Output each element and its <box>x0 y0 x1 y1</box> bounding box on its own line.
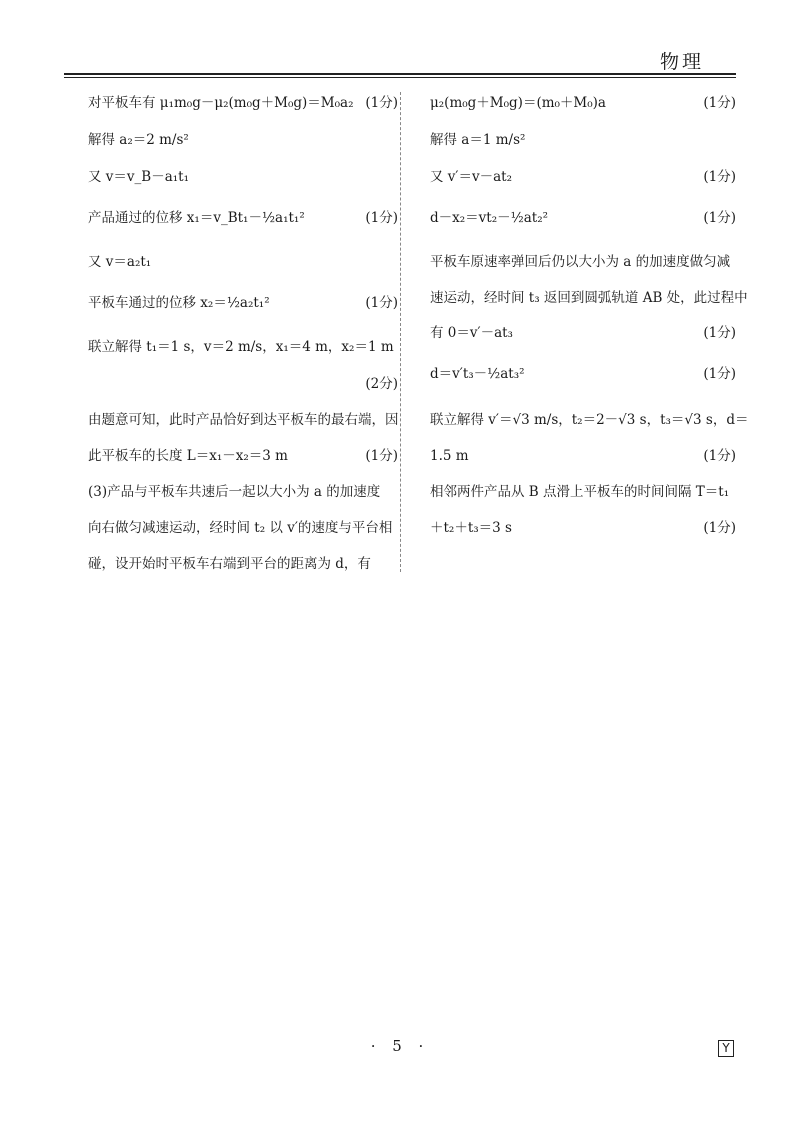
solution-text: 对平板车有 μ₁m₀g－μ₂(m₀g＋M₀g)＝M₀a₂ <box>88 95 354 111</box>
solution-text: 又 v＝a₂t₁ <box>88 254 152 270</box>
subject-title: 物理 <box>659 51 704 73</box>
solution-text: 速运动，经时间 t₃ 返回到圆弧轨道 AB 处，此过程中 <box>430 290 748 306</box>
score-mark: (1分) <box>365 448 398 464</box>
solution-text: 向右做匀减速运动，经时间 t₂ 以 v′的速度与平台相 <box>88 520 393 536</box>
solution-text: 联立解得 v′＝√3 m/s，t₂＝2－√3 s，t₃＝√3 s，d＝ <box>430 412 749 428</box>
solution-text: 碰，设开始时平板车右端到平台的距离为 d，有 <box>88 556 371 572</box>
solution-text: 又 v′＝v－at₂ <box>430 169 512 185</box>
score-mark: (1分) <box>365 210 398 226</box>
solution-text: 产品通过的位移 x₁＝v_Bt₁－½a₁t₁² <box>88 210 305 226</box>
solution-text: 1.5 m <box>430 448 469 464</box>
score-mark: (1分) <box>703 325 736 341</box>
solution-text: 有 0＝v′－at₃ <box>430 325 513 341</box>
page-number: · 5 · <box>370 1037 430 1055</box>
column-divider <box>400 92 401 572</box>
solution-text: μ₂(m₀g＋M₀g)＝(m₀＋M₀)a <box>430 95 606 111</box>
score-mark: (1分) <box>703 448 736 464</box>
solution-text: (3)产品与平板车共速后一起以大小为 a 的加速度 <box>88 484 381 500</box>
solution-text: 此平板车的长度 L＝x₁－x₂＝3 m <box>88 448 288 464</box>
solution-text: 解得 a₂＝2 m/s² <box>88 132 189 148</box>
score-mark: (1分) <box>703 366 736 382</box>
solution-text: 又 v＝v_B－a₁t₁ <box>88 169 190 185</box>
score-mark: (1分) <box>365 95 398 111</box>
score-mark: (1分) <box>703 520 736 536</box>
solution-text: 联立解得 t₁＝1 s，v＝2 m/s，x₁＝4 m，x₂＝1 m <box>88 339 394 355</box>
solution-text: 由题意可知，此时产品恰好到达平板车的最右端，因 <box>88 412 399 428</box>
score-mark: (1分) <box>703 95 736 111</box>
score-mark: (1分) <box>365 295 398 311</box>
score-mark: (2分) <box>365 376 398 392</box>
solution-text: 解得 a＝1 m/s² <box>430 132 526 148</box>
header-rule-thin <box>64 77 736 78</box>
version-mark: Y <box>718 1040 734 1057</box>
solution-text: 平板车通过的位移 x₂＝½a₂t₁² <box>88 295 270 311</box>
solution-text: 平板车原速率弹回后仍以大小为 a 的加速度做匀减 <box>430 254 731 270</box>
solution-text: 相邻两件产品从 B 点滑上平板车的时间间隔 T＝t₁ <box>430 484 730 500</box>
solution-text: ＋t₂＋t₃＝3 s <box>430 520 512 536</box>
header-rule-thick <box>64 73 736 75</box>
score-mark: (1分) <box>703 169 736 185</box>
solution-text: d－x₂＝vt₂－½at₂² <box>430 210 549 226</box>
solution-text: d＝v′t₃－½at₃² <box>430 366 525 382</box>
score-mark: (1分) <box>703 210 736 226</box>
